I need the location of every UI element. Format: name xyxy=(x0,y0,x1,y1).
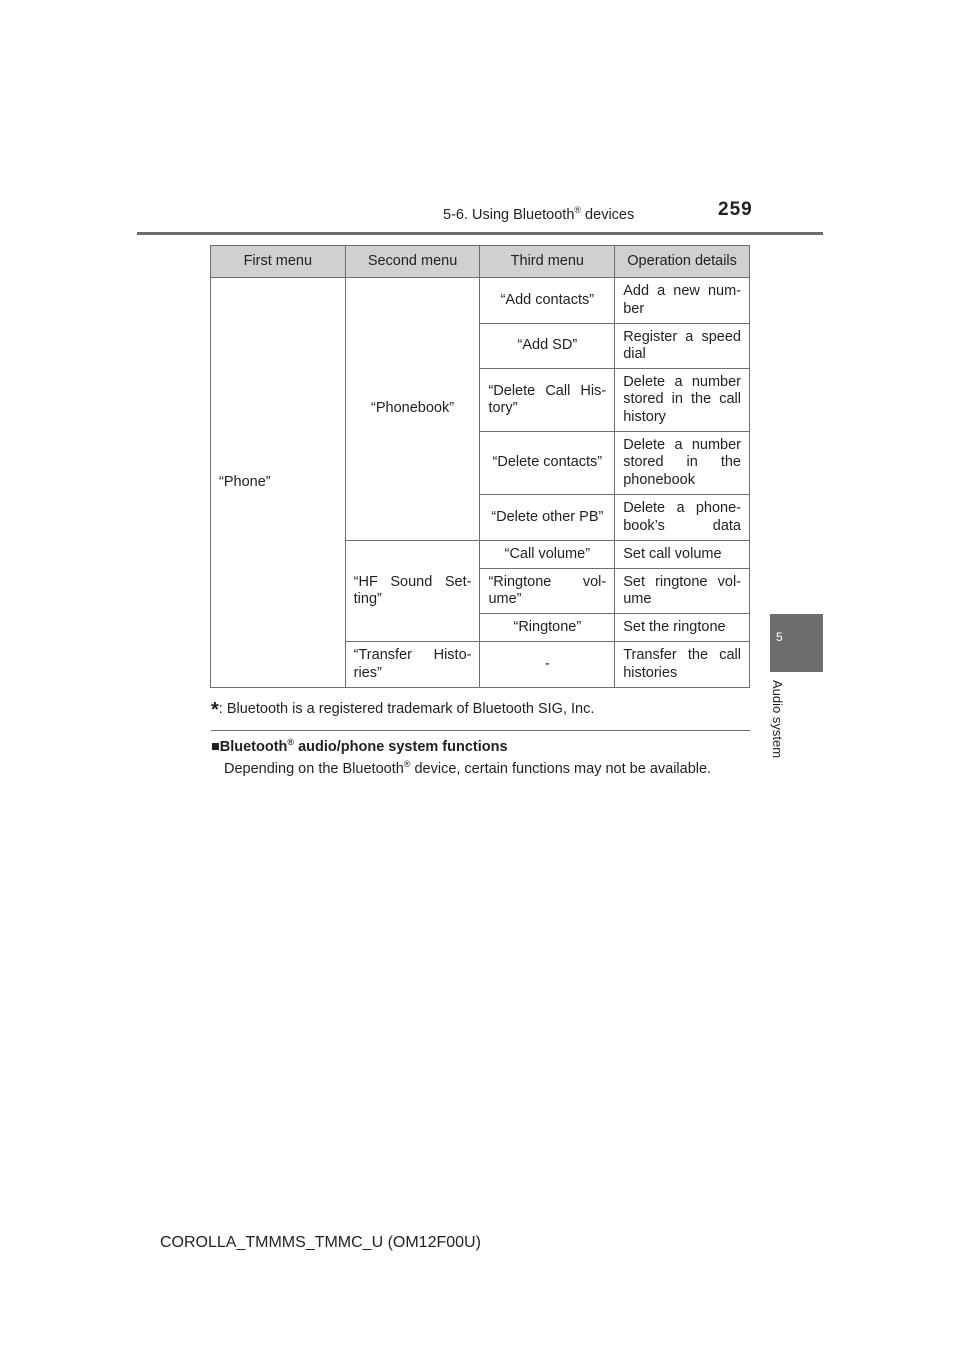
note-body-text: Depending on the Bluetooth xyxy=(224,760,404,777)
details-cell: Set ringtone vol-ume xyxy=(615,569,750,614)
section-title xyxy=(443,205,634,223)
details-cell: Add a new num-ber xyxy=(615,278,750,324)
registered-mark: ® xyxy=(403,759,411,769)
details-cell: Transfer the call histories xyxy=(615,642,750,688)
header-third-menu: Third menu xyxy=(480,246,615,278)
table-row xyxy=(211,278,750,324)
second-menu-cell: “Transfer Histo-ries” xyxy=(345,642,480,688)
note-heading xyxy=(211,737,508,755)
note-rule xyxy=(211,730,750,731)
footnote-marker: * xyxy=(211,699,219,721)
square-bullet-icon: ■ xyxy=(211,738,220,755)
header-rule xyxy=(137,232,823,235)
note-heading-suffix: audio/phone system functions xyxy=(294,738,508,755)
note-heading-text: Bluetooth xyxy=(219,738,288,755)
third-menu-cell: “Ringtone” xyxy=(480,614,615,642)
registered-mark: ® xyxy=(574,205,582,215)
registered-mark: ® xyxy=(287,737,295,747)
section-title-text: 5-6. Using Bluetooth xyxy=(443,206,575,223)
third-menu-cell: - xyxy=(480,642,615,688)
third-menu-cell: “Delete contacts” xyxy=(480,432,615,495)
third-menu-cell: “Call volume” xyxy=(480,541,615,569)
chapter-number: 5 xyxy=(776,630,783,644)
section-title-suffix: devices xyxy=(581,206,635,223)
details-cell: Delete a phone-book’s data xyxy=(615,495,750,541)
footnote-text: : Bluetooth is a registered trademark of Bluetooth SIG, Inc. xyxy=(218,701,595,717)
table-header-row xyxy=(211,246,750,278)
header-first-menu: First menu xyxy=(211,246,346,278)
page-number: 259 xyxy=(718,199,753,220)
third-menu-cell: “Add SD” xyxy=(480,324,615,369)
third-menu-cell: “Delete Call His-tory” xyxy=(480,369,615,432)
note-body xyxy=(224,759,711,777)
header-second-menu: Second menu xyxy=(345,246,480,278)
third-menu-cell: “Ringtone vol-ume” xyxy=(480,569,615,614)
chapter-label xyxy=(771,680,801,800)
details-cell: Register a speed dial xyxy=(615,324,750,369)
menu-table xyxy=(210,245,750,688)
footnote xyxy=(211,696,594,719)
footer-code: COROLLA_TMMMS_TMMC_U (OM12F00U) xyxy=(160,1234,481,1251)
details-cell: Set the ringtone xyxy=(615,614,750,642)
details-cell: Delete a number stored in the phonebook xyxy=(615,432,750,495)
second-menu-cell: “Phonebook” xyxy=(345,278,480,541)
third-menu-cell: “Add contacts” xyxy=(480,278,615,324)
details-cell: Delete a number stored in the call history xyxy=(615,369,750,432)
chapter-label-text: Audio system xyxy=(770,680,785,759)
note-body-suffix: device, certain functions may not be available. xyxy=(410,760,712,777)
header-operation-details: Operation details xyxy=(615,246,750,278)
third-menu-cell: “Delete other PB” xyxy=(480,495,615,541)
first-menu-cell: “Phone” xyxy=(211,278,346,688)
second-menu-cell: “HF Sound Set-ting” xyxy=(345,541,480,642)
details-cell: Set call volume xyxy=(615,541,750,569)
